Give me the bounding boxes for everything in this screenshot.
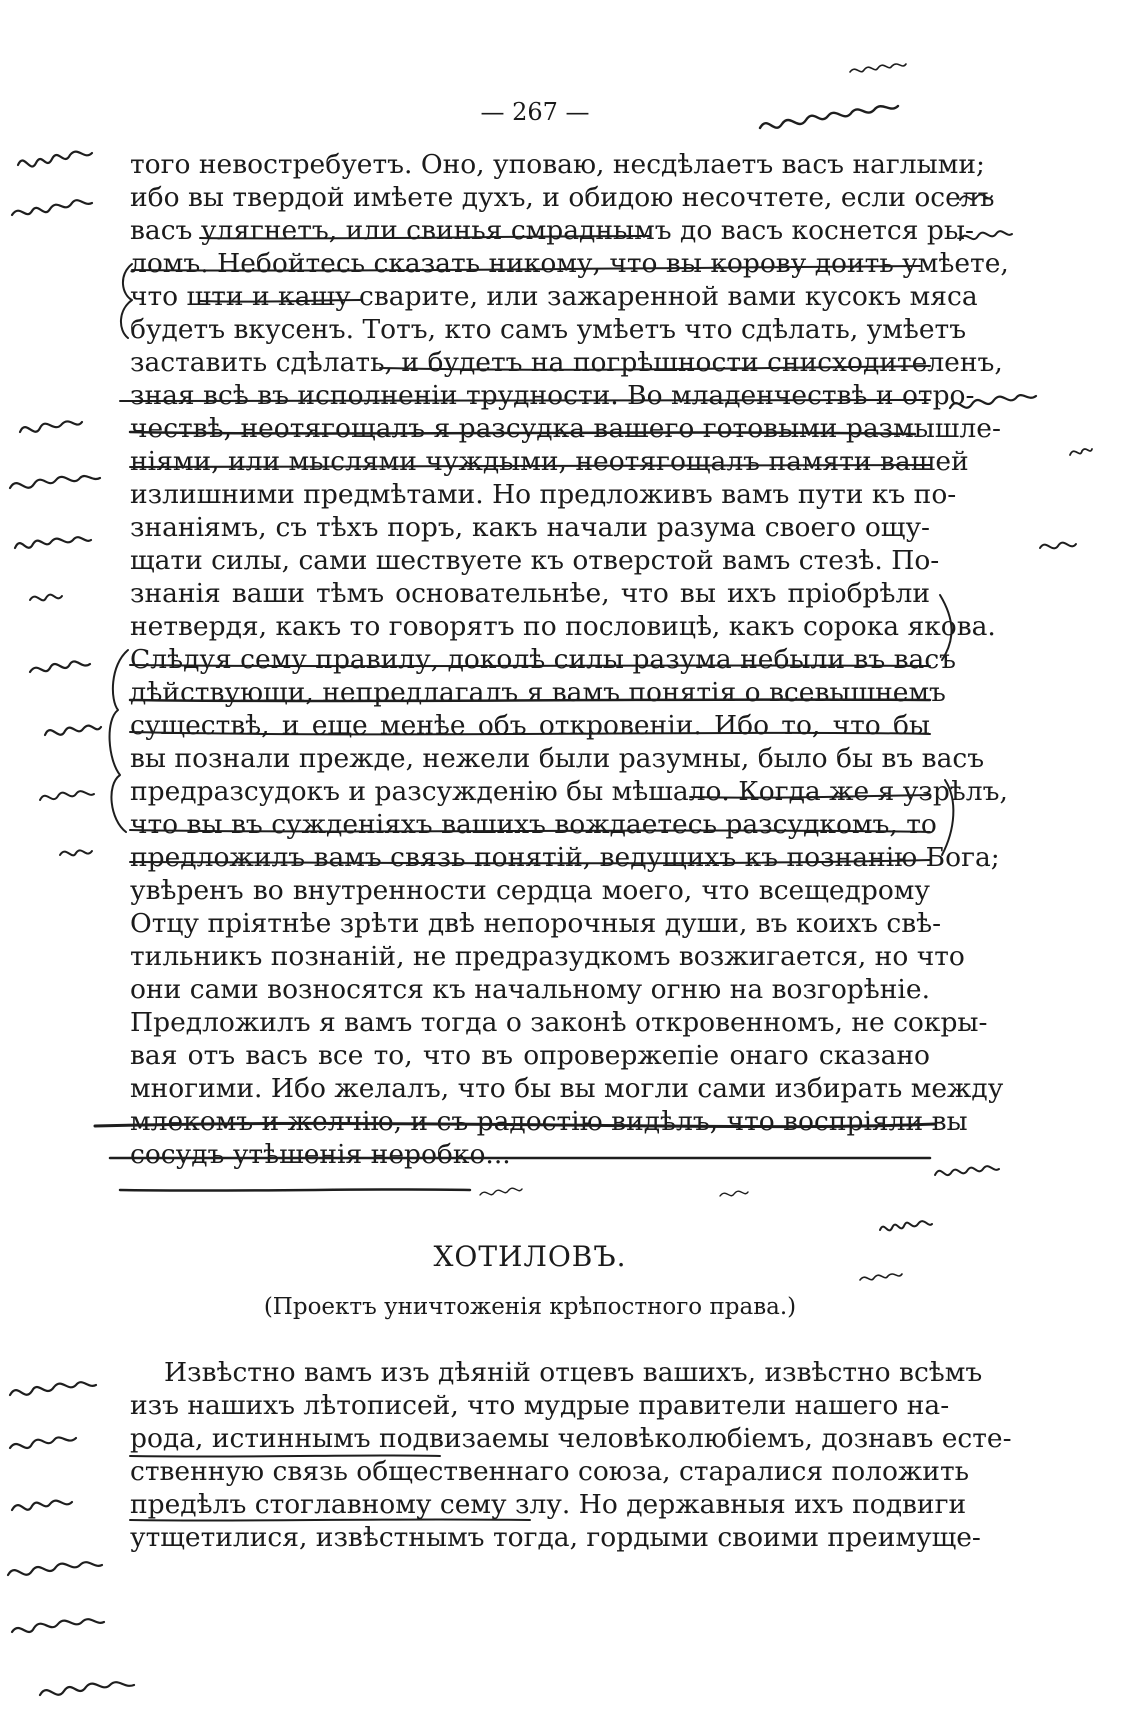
text-line: что шти и кашу сварите, или зажаренной вами кусокъ мяса	[130, 281, 978, 312]
underline-mark	[130, 700, 930, 701]
text-line: они сами возносятся къ начальному огню на возгорѣніе.	[130, 974, 930, 1005]
margin-note	[30, 661, 90, 672]
margin-note	[20, 421, 82, 432]
bracket-mark	[121, 264, 132, 338]
margin-note	[960, 195, 992, 200]
margin-note	[45, 726, 101, 735]
section-heading: ХОТИЛОВЪ.	[433, 1240, 627, 1273]
margin-note	[1040, 543, 1076, 549]
page-number: — 267 —	[480, 98, 590, 126]
text-line: что вы въ сужденіяхъ вашихъ вождаетесь разсудкомъ, то	[130, 809, 937, 840]
margin-note	[850, 64, 906, 72]
text-line: излишними предмѣтами. Но предложивъ вамъ пути къ по-	[130, 479, 957, 510]
margin-note	[12, 200, 92, 215]
underline-mark	[130, 732, 930, 734]
text-line: увѣренъ во внутренности сердца моего, что всещедрому	[130, 875, 930, 906]
bracket-mark	[942, 780, 953, 855]
text-line: Извѣстно вамъ изъ дѣяній отцевъ вашихъ, извѣстно всѣмъ	[164, 1357, 983, 1388]
margin-note	[880, 1221, 932, 1230]
underline-mark	[130, 860, 930, 863]
text-line: Слѣдуя сему правилу, доколѣ силы разума небыли въ васъ	[130, 644, 957, 675]
margin-note	[10, 476, 100, 488]
text-line: знаніямъ, съ тѣхъ поръ, какъ начали разума своего ощу-	[130, 512, 930, 543]
bracket-mark	[940, 595, 952, 660]
text-line: многими. Ибо желалъ, что бы вы могли сами избирать между	[130, 1073, 1004, 1104]
text-line: зная всѣ въ исполненіи трудности. Во младенчествѣ и отро-	[130, 380, 975, 411]
text-line: нетвердя, какъ то говорятъ по пословицѣ, какъ сорока якова.	[130, 611, 996, 642]
text-line: утщетилися, извѣстнымъ тогда, гордыми своими преимуще-	[130, 1522, 981, 1553]
text-line: дѣйствующи, непредлагалъ я вамъ понятія о всевышнемъ	[130, 677, 946, 708]
underline-mark	[690, 795, 930, 798]
underline-mark	[120, 1189, 470, 1190]
text-line: млекомъ и желчію, и съ радостію видѣлъ, что воспріяли вы	[130, 1106, 968, 1137]
text-line: предразсудокъ и разсужденію бы мѣшало. Когда же я узрѣлъ,	[130, 776, 1008, 807]
margin-note	[8, 1562, 102, 1575]
bracket-mark	[110, 650, 128, 832]
underline-mark	[380, 366, 930, 370]
margin-note	[60, 850, 92, 855]
margin-note	[30, 595, 62, 601]
text-line: предложилъ вамъ связь понятій, ведущихъ къ познанію Бога;	[130, 842, 1000, 873]
underline-mark	[200, 236, 650, 239]
text-line: сосудъ утѣшенія неробко...	[130, 1139, 511, 1170]
text-line: тильникъ познаній, не предразудкомъ возжигается, но что	[130, 941, 965, 972]
margin-note	[720, 1191, 748, 1196]
underline-mark	[130, 1455, 440, 1456]
underline-mark	[110, 1157, 930, 1158]
text-line: щати силы, сами шествуете къ отверстой вамъ стезѣ. По-	[130, 545, 940, 576]
underline-mark	[130, 830, 930, 832]
text-line: ніями, или мыслями чуждыми, неотягощалъ памяти вашей	[130, 446, 969, 477]
margin-note	[480, 1188, 522, 1195]
margin-note	[18, 152, 92, 167]
text-line: существѣ, и еще менѣе объ откровеніи. Ибо то, что бы	[130, 710, 930, 741]
margin-note	[1070, 449, 1092, 455]
text-line: ственную связь общественнаго союза, старалися положить	[130, 1456, 970, 1487]
underline-mark	[95, 1123, 935, 1126]
underline-mark	[130, 465, 930, 467]
margin-note	[760, 106, 898, 128]
text-line: рода, истиннымъ подвизаемы человѣколюбіемъ, дознавъ есте-	[130, 1423, 1012, 1454]
margin-note	[935, 1166, 999, 1175]
text-line: будетъ вкусенъ. Тотъ, кто самъ умѣетъ что сдѣлать, умѣетъ	[130, 314, 967, 345]
underline-mark	[130, 432, 915, 434]
text-line: ибо вы твердой имѣете духъ, и обидою несочтете, если оселъ	[130, 182, 995, 213]
margin-note	[12, 1501, 72, 1510]
margin-note	[950, 395, 1036, 408]
margin-note	[15, 537, 91, 548]
text-line: изъ нашихъ лѣтописей, что мудрые правители нашего на-	[130, 1390, 950, 1421]
underline-mark	[200, 300, 360, 302]
text-line: знанія ваши тѣмъ основательнѣе, что вы ихъ пріобрѣли	[130, 578, 930, 609]
text-line: вы познали прежде, нежели были разумны, было бы въ васъ	[130, 743, 985, 774]
margin-note	[40, 791, 94, 800]
underline-mark	[120, 400, 930, 401]
text-line: заставить сдѣлать, и будетъ на погрѣшности снисходителенъ,	[130, 347, 1003, 378]
text-line: ломъ. Небойтесь сказать никому, что вы корову доить умѣете,	[130, 248, 1009, 279]
text-line: чествѣ, неотягощалъ я разсудка вашего готовыми размышле-	[130, 413, 1001, 444]
margin-note	[10, 1382, 96, 1395]
text-line: Отцу пріятнѣе зрѣти двѣ непорочныя души, въ коихъ свѣ-	[130, 908, 942, 939]
underline-mark	[132, 266, 920, 271]
text-line: Предложилъ я вамъ тогда о законѣ откровенномъ, не сокры-	[130, 1007, 988, 1038]
margin-note	[960, 231, 1012, 240]
text-line: предѣлъ стоглавному сему злу. Но державныя ихъ подвиги	[130, 1489, 967, 1520]
margin-note	[12, 1619, 104, 1632]
text-line: того невостребуетъ. Оно, уповаю, несдѣлаетъ васъ наглыми;	[130, 149, 985, 180]
text-line: вая отъ васъ все то, что въ опровержепіе онаго сказано	[130, 1040, 930, 1071]
text-line: васъ улягнетъ, или свинья смраднымъ до васъ коснется ры-	[130, 215, 974, 246]
section-subheading: (Проектъ уничтоженія крѣпостного права.)	[263, 1294, 797, 1320]
underline-mark	[130, 665, 930, 666]
margin-note	[40, 1682, 134, 1695]
margin-note	[10, 1437, 76, 1448]
margin-note	[860, 1274, 902, 1280]
underline-mark	[130, 1519, 530, 1520]
